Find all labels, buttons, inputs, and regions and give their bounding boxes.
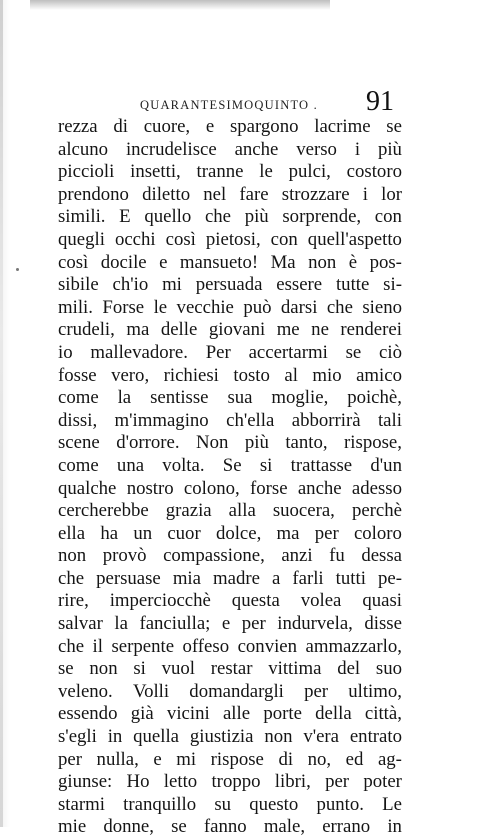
word: d'orrore. (116, 432, 180, 454)
word: di (113, 116, 128, 137)
word: mia (172, 567, 201, 589)
word: Forse (102, 296, 145, 318)
text-line (58, 410, 402, 433)
word: ch'ella (226, 409, 275, 431)
word: per (314, 522, 339, 544)
word: Per (205, 341, 231, 363)
word: cercherebbe (58, 500, 149, 522)
text-line (58, 681, 402, 704)
word: d'un (370, 454, 402, 476)
word: anche (234, 138, 279, 160)
word: si (259, 454, 273, 476)
word: mi (162, 274, 182, 296)
word: la (117, 387, 132, 409)
word: tranne (196, 161, 244, 183)
word: anche (297, 477, 342, 499)
word: ma (276, 522, 300, 544)
word: quasi (362, 590, 402, 612)
word: cuore, (143, 116, 191, 137)
word: e (153, 748, 162, 770)
word: per (58, 748, 82, 770)
word: perchè (351, 500, 402, 522)
running-title: QUARANTESIMOQUINTO . (140, 98, 318, 112)
word: abborrirà (291, 409, 361, 431)
text-line (58, 478, 402, 501)
word: delle (160, 319, 198, 341)
word: di (278, 748, 294, 770)
word: tutti (335, 567, 366, 589)
word: a (271, 567, 281, 589)
text-line (58, 229, 402, 252)
word: tanto, (285, 432, 328, 454)
word: persuada (195, 274, 263, 296)
word: spargono (229, 116, 299, 137)
word: in (107, 726, 123, 748)
word: Ho (126, 771, 150, 793)
text-line (58, 139, 402, 162)
word: la (114, 613, 128, 635)
word: tali (377, 409, 402, 431)
word: che (58, 635, 85, 657)
word: suo (375, 658, 402, 680)
body-text (58, 116, 402, 839)
word: giustizia (189, 726, 254, 748)
word: pos- (369, 251, 402, 273)
word: se (171, 816, 187, 838)
text-line (58, 455, 402, 478)
word: diletto (142, 183, 191, 205)
word: tutte (335, 274, 370, 296)
word: che (204, 206, 232, 228)
text-line (58, 726, 402, 749)
word: persuase (96, 567, 161, 589)
text-line (58, 590, 402, 613)
word: porte (263, 703, 302, 725)
word: vittima (268, 658, 322, 680)
word: farli (292, 567, 324, 589)
word: alla (228, 500, 256, 522)
text-line (58, 703, 402, 726)
word: alle (222, 703, 251, 725)
word: fanciulla; (139, 613, 211, 635)
word: mili. (58, 296, 93, 318)
text-line (58, 161, 402, 184)
word: ultimo, (348, 680, 402, 702)
word: le (259, 161, 273, 183)
word: ma (126, 319, 150, 341)
word: non (264, 726, 293, 748)
word: questo (249, 793, 299, 815)
text-line (58, 365, 402, 388)
word: mio (312, 364, 342, 386)
word: coloro (353, 522, 402, 544)
word: poichè, (347, 387, 402, 409)
word: provò (102, 545, 147, 567)
word: nulla, (96, 748, 139, 770)
word: si- (383, 274, 402, 296)
text-line (58, 613, 402, 636)
word: starmi (58, 793, 105, 815)
word: su (214, 793, 232, 815)
word: compassione, (163, 545, 265, 567)
word: fanno (203, 816, 247, 838)
word: vecchie (176, 296, 234, 318)
word: rezza (58, 116, 98, 137)
word: simili. (58, 206, 106, 228)
word: moglie, (271, 387, 329, 409)
word: Volli (132, 680, 170, 702)
word: insetti, (130, 161, 181, 183)
word: sua (227, 387, 253, 409)
word: m'immagino (114, 409, 209, 431)
word: pe- (377, 567, 402, 589)
text-line (58, 319, 402, 342)
word: della (315, 703, 352, 725)
text-line (58, 816, 402, 839)
word: grazia (165, 500, 212, 522)
word: e (159, 251, 168, 273)
word: le (153, 296, 168, 318)
word: quegli (58, 228, 105, 250)
word: no, (307, 748, 332, 770)
word: sorprende, (282, 206, 362, 228)
word: con (270, 228, 298, 250)
word: ha (100, 522, 119, 544)
word: città, (364, 703, 402, 725)
word: me (276, 319, 300, 341)
text-line (58, 274, 402, 297)
word: cuor (167, 522, 201, 544)
word: Se (222, 454, 242, 476)
word: ciò (379, 341, 402, 363)
word: questa (231, 590, 280, 612)
word: giovani (208, 319, 266, 341)
word: più (244, 432, 269, 454)
text-line (58, 432, 402, 455)
word: disse (364, 613, 402, 635)
word: ne (311, 319, 329, 341)
word: può (243, 296, 272, 318)
word: sibile (58, 274, 99, 296)
word: ag- (377, 748, 402, 770)
word: errano (322, 816, 371, 838)
word: è (348, 251, 358, 273)
word: per (241, 613, 266, 635)
word: essendo (58, 703, 118, 725)
word: scene (58, 432, 100, 454)
word: in (387, 816, 402, 838)
text-line (58, 636, 402, 659)
word: come (58, 387, 99, 409)
word: se (386, 116, 402, 137)
word: mansueto! (179, 251, 259, 273)
word: io (58, 341, 73, 363)
word: vero, (111, 364, 150, 386)
word: essere (276, 274, 323, 296)
word: darsi (280, 296, 318, 318)
text-line (58, 184, 402, 207)
page-edge-shadow (0, 0, 3, 827)
word: v'era (303, 726, 340, 748)
text-line (58, 206, 402, 229)
page-number: 91 (366, 86, 394, 117)
word: domandargli (189, 680, 284, 702)
word: madre (213, 567, 260, 589)
word: letto (163, 771, 198, 793)
word: accertarmi (248, 341, 328, 363)
word: volta. (162, 454, 205, 476)
word: ch'io (112, 274, 149, 296)
word: incrudelisce (125, 138, 217, 160)
word: fu (329, 545, 345, 567)
word: Le (382, 793, 402, 815)
top-bleed-through (30, 0, 330, 10)
word: fosse (58, 364, 97, 386)
text-line (58, 794, 402, 817)
text-line (58, 342, 402, 365)
word: dessa (361, 545, 402, 567)
word: non (308, 251, 337, 273)
word: al (284, 364, 298, 386)
word: crudeli, (58, 319, 115, 341)
word: vuol (161, 658, 195, 680)
word: sentisse (150, 387, 209, 409)
word: rire, (58, 590, 89, 612)
word: lor (381, 183, 402, 205)
word: imperciocchè (109, 590, 211, 612)
word: trattasse (290, 454, 353, 476)
word: fare (239, 183, 269, 205)
word: alcuno (58, 138, 109, 160)
word: mallevadore. (90, 341, 188, 363)
word: E (119, 206, 131, 228)
word: non (89, 658, 118, 680)
word: convien (237, 635, 298, 657)
word: così (165, 228, 196, 250)
word: volea (300, 590, 342, 612)
word: ella (58, 522, 86, 544)
word: adesso (351, 477, 402, 499)
word: salvar (58, 613, 103, 635)
word: pietosi, (205, 228, 261, 250)
word: che (326, 296, 353, 318)
text-line (58, 771, 402, 794)
text-line (58, 116, 402, 139)
word: mie (58, 816, 87, 838)
word: quello (144, 206, 192, 228)
word: rispose, (344, 432, 402, 454)
word: indurvela, (277, 613, 353, 635)
word: se (345, 341, 362, 363)
word: troppo (211, 771, 261, 793)
text-line (58, 658, 402, 681)
word: non (58, 545, 87, 567)
word: colono, (183, 477, 240, 499)
word: piccioli (58, 161, 115, 183)
word: come (58, 454, 99, 476)
word: poter (363, 771, 402, 793)
word: forse (250, 477, 288, 499)
word: quella (133, 726, 180, 748)
word: dolce, (215, 522, 262, 544)
word: se (58, 658, 74, 680)
word: entrato (349, 726, 402, 748)
word: un (133, 522, 153, 544)
word: per (304, 680, 329, 702)
word: occhi (114, 228, 156, 250)
word: con (374, 206, 402, 228)
word: richiesi (163, 364, 219, 386)
word: verso (296, 138, 337, 160)
word: che (58, 567, 85, 589)
word: i (362, 183, 368, 205)
word: rispose (210, 748, 264, 770)
word: si (133, 658, 146, 680)
word: più (377, 138, 402, 160)
word: amico (356, 364, 402, 386)
word: e (205, 116, 215, 137)
word: pulci, (288, 161, 331, 183)
word: anzi (281, 545, 313, 567)
word: male, (263, 816, 306, 838)
word: più (244, 206, 269, 228)
word: dissi, (58, 409, 98, 431)
word: s'egli (58, 726, 97, 748)
word: costoro (346, 161, 402, 183)
word: sieno (362, 296, 402, 318)
word: una (116, 454, 145, 476)
word: suocera, (272, 500, 335, 522)
word: ammazzarlo, (305, 635, 402, 657)
word: quell'aspetto (307, 228, 402, 250)
paper-speck (16, 268, 19, 271)
word: veleno. (58, 680, 113, 702)
word: i (354, 138, 361, 160)
word: e (221, 613, 231, 635)
word: qualche (58, 477, 117, 499)
word: lacrime (314, 116, 371, 137)
word: Non (196, 432, 229, 454)
text-line (58, 545, 402, 568)
text-line (58, 523, 402, 546)
word: così (58, 251, 89, 273)
word: ed (345, 748, 364, 770)
word: serpente (111, 635, 175, 657)
word: giunse: (58, 771, 113, 793)
word: restar (210, 658, 253, 680)
word: per (325, 771, 350, 793)
word: strozzare (281, 183, 350, 205)
text-line (58, 387, 402, 410)
text-line (58, 252, 402, 275)
word: nel (203, 183, 227, 205)
text-line (58, 749, 402, 772)
word: docile (100, 251, 147, 273)
word: renderei (340, 319, 402, 341)
word: punto. (316, 793, 364, 815)
text-line (58, 297, 402, 320)
text-line (58, 568, 402, 591)
word: donne, (103, 816, 154, 838)
text-line (58, 500, 402, 523)
word: libri, (274, 771, 311, 793)
word: vicini (166, 703, 210, 725)
word: prendono (58, 183, 129, 205)
word: offeso (182, 635, 230, 657)
word: del (337, 658, 361, 680)
word: Ma (270, 251, 296, 273)
word: già (130, 703, 154, 725)
word: mi (176, 748, 197, 770)
word: nostro (126, 477, 174, 499)
word: tosto (233, 364, 270, 386)
word: tranquillo (123, 793, 197, 815)
word: il (92, 635, 103, 657)
